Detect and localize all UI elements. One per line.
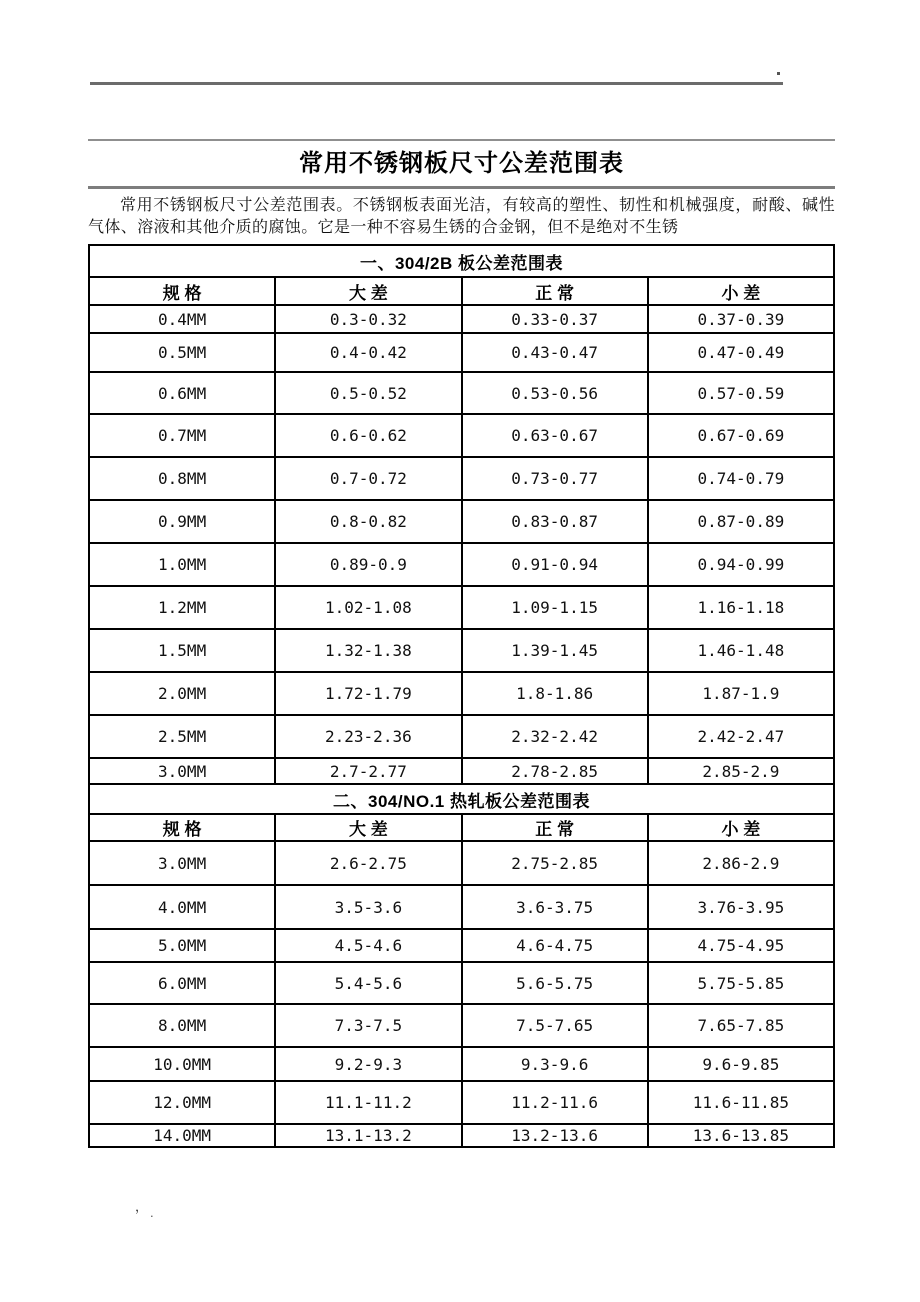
value-cell: 0.8-0.82 xyxy=(275,500,461,543)
value-cell: 0.43-0.47 xyxy=(462,333,648,372)
value-cell: 0.3-0.32 xyxy=(275,305,461,333)
table-row xyxy=(89,962,834,1004)
value-cell: 1.72-1.79 xyxy=(275,672,461,715)
table-row xyxy=(89,1047,834,1081)
column-header: 正 常 xyxy=(462,814,648,841)
value-cell: 0.53-0.56 xyxy=(462,372,648,414)
intro-paragraph: 常用不锈钢板尺寸公差范围表。不锈钢板表面光洁，有较高的塑性、韧性和机械强度，耐酸、碱性气体、溶液和其他介质的腐蚀。它是一种不容易生锈的合金钢，但不是绝对不生锈 xyxy=(88,197,835,236)
value-cell: 2.7-2.77 xyxy=(275,758,461,784)
value-cell: 0.89-0.9 xyxy=(275,543,461,586)
value-cell: 1.39-1.45 xyxy=(462,629,648,672)
table-row xyxy=(89,414,834,457)
footer-dot-mark: . xyxy=(150,1205,154,1220)
spec-cell: 12.0MM xyxy=(89,1081,275,1124)
column-header: 大 差 xyxy=(275,814,461,841)
spec-cell: 0.7MM xyxy=(89,414,275,457)
value-cell: 13.1-13.2 xyxy=(275,1124,461,1147)
table-row xyxy=(89,784,834,814)
value-cell: 0.94-0.99 xyxy=(648,543,834,586)
value-cell: 1.09-1.15 xyxy=(462,586,648,629)
spec-cell: 8.0MM xyxy=(89,1004,275,1047)
spec-cell: 1.5MM xyxy=(89,629,275,672)
value-cell: 9.3-9.6 xyxy=(462,1047,648,1081)
table-row xyxy=(89,715,834,758)
spec-cell: 0.8MM xyxy=(89,457,275,500)
table-row xyxy=(89,672,834,715)
table-section-title: 二、304/NO.1 热轧板公差范围表 xyxy=(89,784,834,814)
value-cell: 0.63-0.67 xyxy=(462,414,648,457)
value-cell: 1.32-1.38 xyxy=(275,629,461,672)
value-cell: 9.2-9.3 xyxy=(275,1047,461,1081)
value-cell: 11.2-11.6 xyxy=(462,1081,648,1124)
value-cell: 11.1-11.2 xyxy=(275,1081,461,1124)
value-cell: 0.47-0.49 xyxy=(648,333,834,372)
column-header: 小 差 xyxy=(648,814,834,841)
value-cell: 7.65-7.85 xyxy=(648,1004,834,1047)
table-row xyxy=(89,814,834,841)
value-cell: 2.23-2.36 xyxy=(275,715,461,758)
value-cell: 5.75-5.85 xyxy=(648,962,834,1004)
column-header: 小 差 xyxy=(648,277,834,305)
table-row xyxy=(89,586,834,629)
value-cell: 2.42-2.47 xyxy=(648,715,834,758)
value-cell: 2.78-2.85 xyxy=(462,758,648,784)
value-cell: 2.32-2.42 xyxy=(462,715,648,758)
table-row xyxy=(89,885,834,929)
value-cell: 2.6-2.75 xyxy=(275,841,461,885)
column-header: 大 差 xyxy=(275,277,461,305)
table-row xyxy=(89,929,834,962)
value-cell: 0.37-0.39 xyxy=(648,305,834,333)
value-cell: 11.6-11.85 xyxy=(648,1081,834,1124)
value-cell: 3.76-3.95 xyxy=(648,885,834,929)
table-row xyxy=(89,841,834,885)
value-cell: 7.5-7.65 xyxy=(462,1004,648,1047)
column-header: 规 格 xyxy=(89,814,275,841)
table-row xyxy=(89,758,834,784)
value-cell: 3.6-3.75 xyxy=(462,885,648,929)
column-header: 规 格 xyxy=(89,277,275,305)
value-cell: 1.16-1.18 xyxy=(648,586,834,629)
table-row xyxy=(89,457,834,500)
value-cell: 4.75-4.95 xyxy=(648,929,834,962)
spec-cell: 0.6MM xyxy=(89,372,275,414)
table-row xyxy=(89,500,834,543)
value-cell: 0.5-0.52 xyxy=(275,372,461,414)
spec-cell: 1.0MM xyxy=(89,543,275,586)
table-row xyxy=(89,629,834,672)
value-cell: 1.46-1.48 xyxy=(648,629,834,672)
value-cell: 13.6-13.85 xyxy=(648,1124,834,1147)
value-cell: 4.6-4.75 xyxy=(462,929,648,962)
table-row xyxy=(89,1081,834,1124)
spec-cell: 6.0MM xyxy=(89,962,275,1004)
value-cell: 1.87-1.9 xyxy=(648,672,834,715)
footer-comma-mark: ， xyxy=(135,1199,149,1214)
table-section-title: 一、304/2B 板公差范围表 xyxy=(89,245,834,277)
spec-cell: 0.4MM xyxy=(89,305,275,333)
spec-cell: 14.0MM xyxy=(89,1124,275,1147)
value-cell: 2.86-2.9 xyxy=(648,841,834,885)
spec-cell: 1.2MM xyxy=(89,586,275,629)
tolerance-tables xyxy=(88,244,835,1148)
value-cell: 13.2-13.6 xyxy=(462,1124,648,1147)
value-cell: 0.67-0.69 xyxy=(648,414,834,457)
spec-cell: 0.5MM xyxy=(89,333,275,372)
table-row xyxy=(89,372,834,414)
table-row xyxy=(89,277,834,305)
value-cell: 0.74-0.79 xyxy=(648,457,834,500)
value-cell: 0.6-0.62 xyxy=(275,414,461,457)
table-row xyxy=(89,1124,834,1147)
spec-cell: 3.0MM xyxy=(89,841,275,885)
value-cell: 7.3-7.5 xyxy=(275,1004,461,1047)
spec-cell: 2.0MM xyxy=(89,672,275,715)
spec-cell: 3.0MM xyxy=(89,758,275,784)
table-row xyxy=(89,245,834,277)
title-rule-bottom xyxy=(88,186,835,189)
value-cell: 3.5-3.6 xyxy=(275,885,461,929)
value-cell: 5.6-5.75 xyxy=(462,962,648,1004)
value-cell: 1.02-1.08 xyxy=(275,586,461,629)
value-cell: 0.33-0.37 xyxy=(462,305,648,333)
value-cell: 9.6-9.85 xyxy=(648,1047,834,1081)
table-row xyxy=(89,305,834,333)
spec-cell: 5.0MM xyxy=(89,929,275,962)
value-cell: 2.85-2.9 xyxy=(648,758,834,784)
table-row xyxy=(89,333,834,372)
table-row xyxy=(89,1004,834,1047)
column-header: 正 常 xyxy=(462,277,648,305)
value-cell: 0.57-0.59 xyxy=(648,372,834,414)
table-row xyxy=(89,543,834,586)
value-cell: 2.75-2.85 xyxy=(462,841,648,885)
value-cell: 0.7-0.72 xyxy=(275,457,461,500)
value-cell: 0.91-0.94 xyxy=(462,543,648,586)
value-cell: 0.83-0.87 xyxy=(462,500,648,543)
spec-cell: 2.5MM xyxy=(89,715,275,758)
page-title: 常用不锈钢板尺寸公差范围表 xyxy=(299,150,624,177)
value-cell: 5.4-5.6 xyxy=(275,962,461,1004)
spec-cell: 10.0MM xyxy=(89,1047,275,1081)
value-cell: 0.87-0.89 xyxy=(648,500,834,543)
spec-cell: 0.9MM xyxy=(89,500,275,543)
value-cell: 0.4-0.42 xyxy=(275,333,461,372)
value-cell: 4.5-4.6 xyxy=(275,929,461,962)
value-cell: 1.8-1.86 xyxy=(462,672,648,715)
spec-cell: 4.0MM xyxy=(89,885,275,929)
value-cell: 0.73-0.77 xyxy=(462,457,648,500)
document-content xyxy=(88,0,835,1148)
